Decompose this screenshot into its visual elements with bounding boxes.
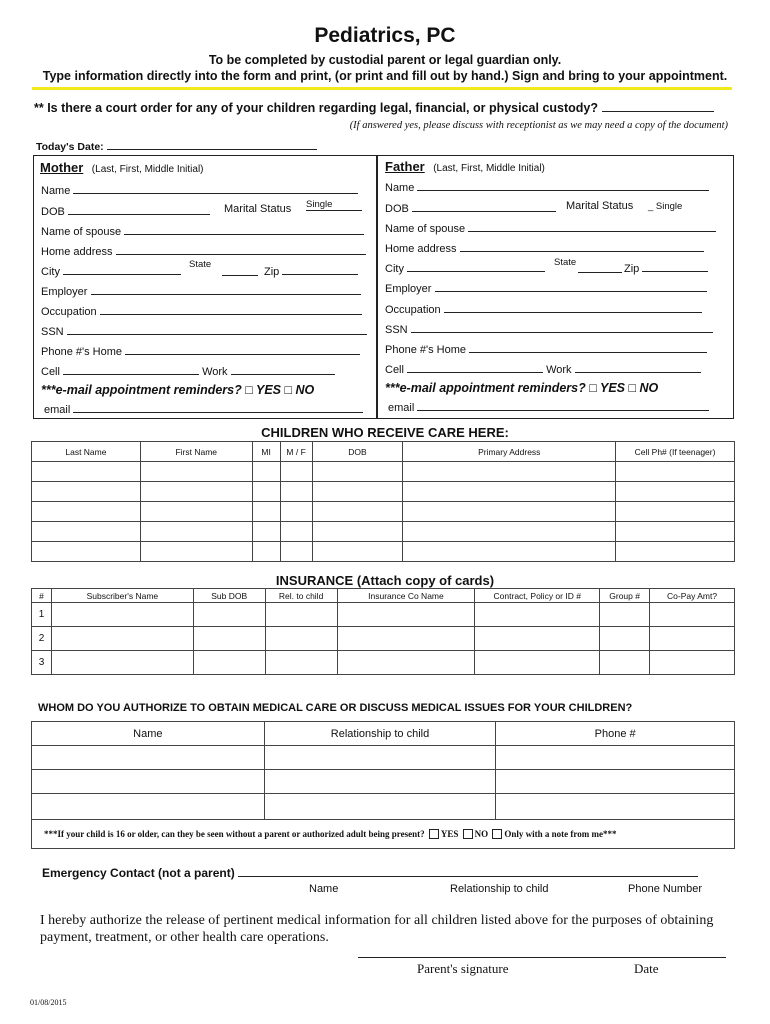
emergency-contact-field[interactable]	[238, 868, 698, 877]
mother-spouse-field[interactable]	[124, 223, 364, 235]
col-cell: Cell Ph# (If teenager)	[616, 442, 735, 462]
table-row[interactable]	[32, 794, 735, 820]
mother-address-field[interactable]	[116, 243, 366, 255]
emergency-name-label: Name	[309, 883, 339, 895]
todays-date-field[interactable]	[107, 138, 317, 150]
table-row[interactable]	[32, 746, 735, 770]
emergency-relationship-label: Relationship to child	[450, 883, 549, 895]
mother-state-field[interactable]	[222, 264, 258, 276]
col-copay: Co-Pay Amt?	[650, 589, 735, 603]
col-number: #	[32, 589, 52, 603]
sixteen-question-row: ***If your child is 16 or older, can they be seen without a parent or authorized adult being present? YES NO Only with a note from me***	[32, 820, 735, 849]
father-header: Father	[385, 159, 425, 174]
subtitle-1: To be completed by custodial parent or legal guardian only.	[208, 53, 562, 67]
mother-occupation-field[interactable]	[100, 303, 362, 315]
father-state-field[interactable]	[578, 261, 622, 273]
table-row[interactable]	[32, 522, 735, 542]
father-work-field[interactable]	[575, 361, 701, 373]
father-name-hint: (Last, First, Middle Initial)	[433, 163, 545, 174]
mother-email-field[interactable]	[73, 401, 363, 413]
father-marital-field[interactable]: _ Single	[648, 201, 683, 212]
yellow-divider	[32, 87, 732, 90]
mother-ssn-field[interactable]	[67, 323, 367, 335]
mother-work-field[interactable]	[231, 363, 335, 375]
subtitle-2: Type information directly into the form and print, (or print and fill out by hand.) Sign and bring to your appointment.	[42, 69, 728, 83]
mother-name-hint: (Last, First, Middle Initial)	[91, 164, 204, 175]
table-row[interactable]	[32, 542, 735, 562]
mother-section: Mother (Last, First, Middle Initial) Name DOB Marital Status Single Name of spouse Home address City State Zip Employer Occupation SSN Phone #'s Home Cell Work ***e-mail appointment reminders? □ YES □ NO email	[33, 155, 377, 419]
signature-label: Parent's signature	[417, 961, 509, 976]
father-dob-field[interactable]	[412, 200, 556, 212]
father-email-field[interactable]	[417, 399, 709, 411]
table-row[interactable]	[32, 462, 735, 482]
authorize-table	[31, 721, 735, 849]
father-phone-field[interactable]	[469, 341, 707, 353]
col-relation: Rel. to child	[265, 589, 337, 603]
col-primary-address: Primary Address	[403, 442, 616, 462]
col-policy: Contract, Policy or ID #	[475, 589, 600, 603]
col-sub-dob: Sub DOB	[193, 589, 265, 603]
col-dob: DOB	[312, 442, 403, 462]
revision-date: 01/08/2015	[30, 998, 67, 1007]
sixteen-note-checkbox[interactable]	[492, 829, 502, 839]
table-row[interactable]	[32, 502, 735, 522]
father-address-field[interactable]	[460, 240, 704, 252]
release-text: I hereby authorize the release of pertinent medical information for all children listed above for the purposes of obtaining payment, treatment, or other health care operations.	[40, 913, 714, 945]
mother-phone-field[interactable]	[125, 343, 360, 355]
todays-date-row: Today's Date:	[36, 138, 317, 153]
table-row[interactable]	[32, 770, 735, 794]
col-auth-relationship: Relationship to child	[264, 722, 496, 746]
mother-header: Mother	[40, 160, 84, 175]
col-sex: M / F	[280, 442, 312, 462]
mother-dob-field[interactable]	[68, 203, 210, 215]
table-row[interactable]	[32, 482, 735, 502]
mother-city-field[interactable]	[63, 263, 181, 275]
sixteen-no-checkbox[interactable]	[463, 829, 473, 839]
authorize-question: WHOM DO YOU AUTHORIZE TO OBTAIN MEDICAL CARE OR DISCUSS MEDICAL ISSUES FOR YOUR CHILDREN?	[38, 702, 633, 714]
mother-email-question[interactable]: ***e-mail appointment reminders? □ YES □ NO	[41, 383, 315, 397]
father-section: Father (Last, First, Middle Initial) Name DOB Marital Status _ Single Name of spouse Home address City State Zip Employer Occupation SSN Phone #'s Home Cell Work ***e-mail appointment reminders? □ YES □ NO email	[377, 155, 734, 419]
mother-state-label: State	[189, 259, 212, 270]
date-label: Date	[634, 961, 659, 976]
court-order-question: ** Is there a court order for any of your children regarding legal, financial, or physical custody?	[34, 100, 714, 115]
table-row[interactable]: 2	[32, 627, 735, 651]
page-title: Pediatrics, PC	[314, 24, 456, 47]
court-order-note: (If answered yes, please discuss with receptionist as we may need a copy of the document)	[349, 120, 728, 131]
children-table	[31, 441, 735, 562]
col-auth-name: Name	[32, 722, 265, 746]
mother-zip-field[interactable]	[282, 263, 358, 275]
mother-name-field[interactable]	[73, 182, 358, 194]
col-subscriber: Subscriber's Name	[51, 589, 193, 603]
col-mi: MI	[252, 442, 280, 462]
court-order-field[interactable]	[602, 100, 714, 112]
insurance-title: INSURANCE (Attach copy of cards)	[275, 573, 495, 588]
father-zip-field[interactable]	[642, 260, 708, 272]
mother-marital-field[interactable]: Single	[306, 199, 362, 211]
col-insurance-co: Insurance Co Name	[337, 589, 475, 603]
father-name-field[interactable]	[417, 179, 709, 191]
sixteen-yes-checkbox[interactable]	[429, 829, 439, 839]
father-employer-field[interactable]	[435, 280, 707, 292]
table-row[interactable]: 3	[32, 651, 735, 675]
father-spouse-field[interactable]	[468, 220, 716, 232]
father-occupation-field[interactable]	[444, 301, 702, 313]
father-cell-field[interactable]	[407, 361, 543, 373]
col-auth-phone: Phone #	[496, 722, 735, 746]
emergency-phone-label: Phone Number	[628, 883, 702, 895]
mother-cell-field[interactable]	[63, 363, 199, 375]
col-first-name: First Name	[140, 442, 252, 462]
col-group: Group #	[600, 589, 650, 603]
emergency-contact-row: Emergency Contact (not a parent)	[42, 866, 698, 880]
father-ssn-field[interactable]	[411, 321, 713, 333]
children-title: CHILDREN WHO RECEIVE CARE HERE:	[261, 425, 509, 440]
col-last-name: Last Name	[32, 442, 141, 462]
father-state-label: State	[554, 257, 577, 268]
father-city-field[interactable]	[407, 260, 545, 272]
mother-employer-field[interactable]	[91, 283, 361, 295]
table-row[interactable]: 1	[32, 603, 735, 627]
father-email-question[interactable]: ***e-mail appointment reminders? □ YES □ NO	[385, 381, 659, 395]
insurance-table	[31, 588, 735, 675]
signature-line[interactable]	[358, 957, 726, 958]
